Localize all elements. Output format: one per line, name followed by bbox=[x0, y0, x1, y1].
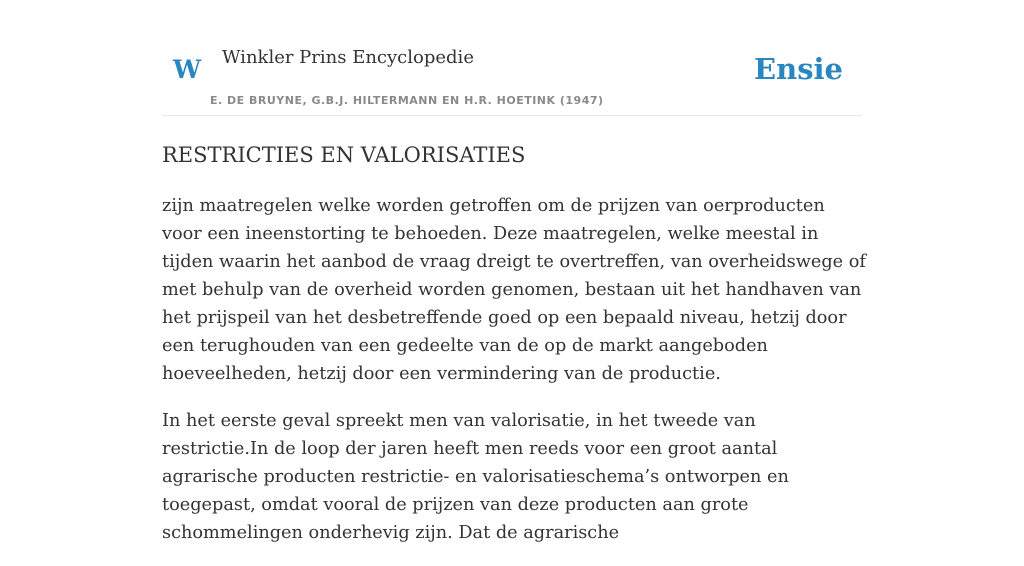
entry-paragraph: zijn maatregelen welke worden getroffen om de prijzen van oerproducten voor een ineenstorting te behoeden. Deze maatregelen, welke meestal in tijden waarin het aanbod de vraag dreigt te overtreffen, van overheidswege of met behulp van de overheid worden genomen, bestaan uit het handhaven van het prijspeil van het desbetreffende goed op een bepaald niveau, hetzij door een terughouden van een gedeelte van de op de markt aangeboden hoeveelheden, hetzij door een vermindering van de productie. bbox=[162, 196, 866, 384]
entry-body bbox=[162, 192, 867, 566]
entry-paragraph: In het eerste geval spreekt men van valorisatie, in het tweede van restrictie.In de loop der jaren heeft men reeds voor een groot aantal agrarische producten restrictie- en valorisatieschema’s ontworpen en toegepast, omdat vooral de prijzen van deze producten aan grote schommelingen onderhevig zijn. Dat de agrarische bbox=[162, 411, 789, 543]
source-header bbox=[162, 0, 862, 116]
source-title[interactable]: Winkler Prins Encyclopedie bbox=[222, 47, 474, 68]
brand-logo[interactable]: Ensie bbox=[754, 52, 843, 86]
source-logo[interactable]: W bbox=[173, 55, 202, 84]
source-authors: E. DE BRUYNE, G.B.J. HILTERMANN EN H.R. HOETINK (1947) bbox=[210, 94, 604, 107]
entry-title: RESTRICTIES EN VALORISATIES bbox=[162, 143, 526, 167]
page bbox=[162, 0, 866, 543]
